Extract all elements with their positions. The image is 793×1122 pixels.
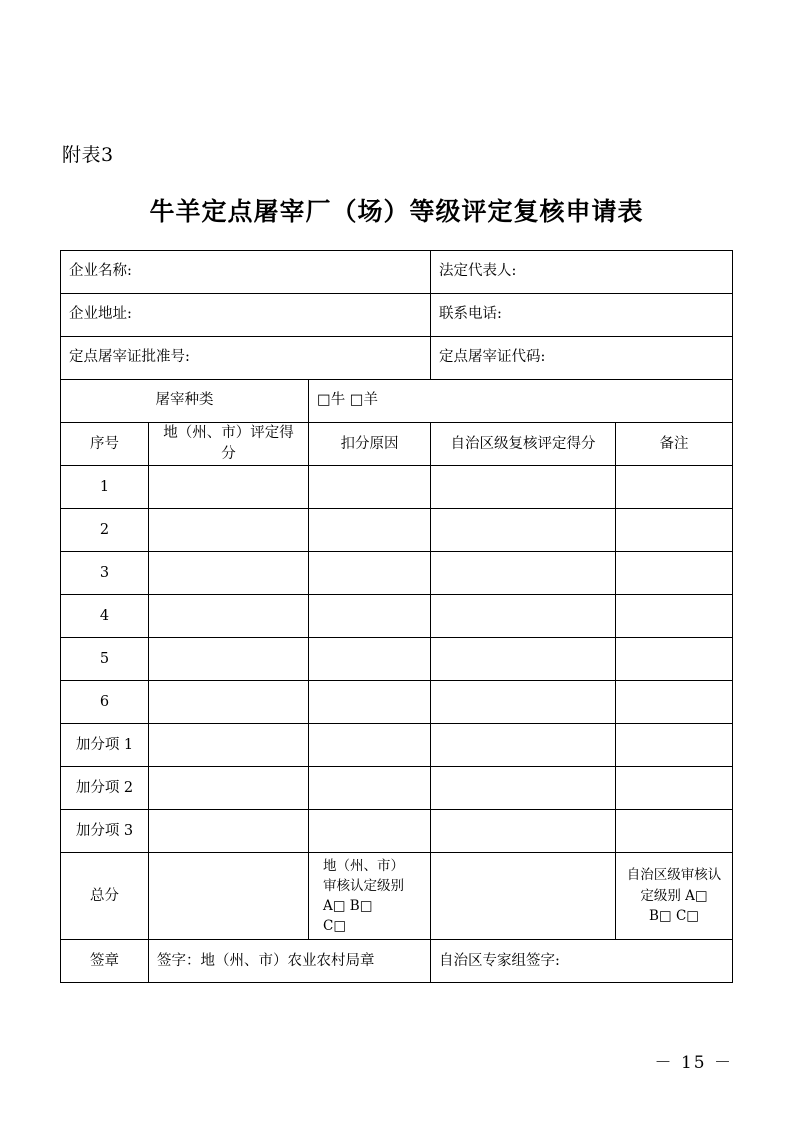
table-row-company-name xyxy=(61,251,733,294)
column-header-local-score: 地（州、市）评定得分 xyxy=(149,423,309,466)
region-grade-line3: B□ C□ xyxy=(648,908,700,925)
table-row xyxy=(61,509,733,552)
row-review-score[interactable] xyxy=(431,466,616,509)
table-row xyxy=(61,638,733,681)
column-header-review-score: 自治区级复核评定得分 xyxy=(431,423,616,466)
table-row-license xyxy=(61,337,733,380)
table-row xyxy=(61,466,733,509)
row-review-score[interactable] xyxy=(431,595,616,638)
evaluation-form-table xyxy=(60,250,733,983)
legal-representative-label: 法定代表人: xyxy=(431,251,733,294)
signature-label: 签章 xyxy=(61,940,149,983)
table-row xyxy=(61,767,733,810)
local-grade-cell[interactable] xyxy=(309,853,431,940)
row-index: 5 xyxy=(61,638,149,681)
row-review-score[interactable] xyxy=(431,724,616,767)
region-signature-field[interactable]: 自治区专家组签字: xyxy=(431,940,733,983)
total-label: 总分 xyxy=(61,853,149,940)
table-row xyxy=(61,810,733,853)
row-local-score[interactable] xyxy=(149,552,309,595)
row-review-score[interactable] xyxy=(431,767,616,810)
row-local-score[interactable] xyxy=(149,681,309,724)
row-index: 加分项 1 xyxy=(61,724,149,767)
table-row-company-address xyxy=(61,294,733,337)
row-index: 3 xyxy=(61,552,149,595)
total-local-score[interactable] xyxy=(149,853,309,940)
row-remark[interactable] xyxy=(616,810,733,853)
company-address-label: 企业地址: xyxy=(61,294,431,337)
table-row xyxy=(61,595,733,638)
region-grade-cell[interactable] xyxy=(616,853,733,940)
region-grade-line1: 自治区级审核认 xyxy=(626,866,722,883)
attachment-label: 附表3 xyxy=(62,144,114,166)
row-local-score[interactable] xyxy=(149,638,309,681)
row-local-score[interactable] xyxy=(149,595,309,638)
table-row-total xyxy=(61,853,733,940)
table-header-row xyxy=(61,423,733,466)
row-deduction-reason[interactable] xyxy=(309,810,431,853)
license-approval-number-label: 定点屠宰证批准号: xyxy=(61,337,431,380)
row-deduction-reason[interactable] xyxy=(309,509,431,552)
row-remark[interactable] xyxy=(616,552,733,595)
license-code-label: 定点屠宰证代码: xyxy=(431,337,733,380)
row-remark[interactable] xyxy=(616,724,733,767)
table-row xyxy=(61,724,733,767)
table-row xyxy=(61,681,733,724)
contact-phone-label: 联系电话: xyxy=(431,294,733,337)
local-grade-line4: C□ xyxy=(323,918,347,935)
row-remark[interactable] xyxy=(616,509,733,552)
row-local-score[interactable] xyxy=(149,810,309,853)
region-grade-line2: 定级别 A□ xyxy=(640,887,708,904)
total-review-score[interactable] xyxy=(431,853,616,940)
row-review-score[interactable] xyxy=(431,810,616,853)
table-row-signature xyxy=(61,940,733,983)
slaughter-type-options[interactable]: □牛 □羊 xyxy=(309,380,733,423)
slaughter-type-label: 屠宰种类 xyxy=(61,380,309,423)
local-grade-line1: 地（州、市） xyxy=(323,857,404,874)
row-deduction-reason[interactable] xyxy=(309,466,431,509)
row-review-score[interactable] xyxy=(431,552,616,595)
row-review-score[interactable] xyxy=(431,509,616,552)
row-local-score[interactable] xyxy=(149,724,309,767)
row-deduction-reason[interactable] xyxy=(309,638,431,681)
page-title: 牛羊定点屠宰厂（场）等级评定复核申请表 xyxy=(149,197,644,226)
row-index: 加分项 3 xyxy=(61,810,149,853)
column-header-deduction-reason: 扣分原因 xyxy=(309,423,431,466)
local-signature-field[interactable]: 签字：地（州、市）农业农村局章 xyxy=(149,940,431,983)
row-deduction-reason[interactable] xyxy=(309,681,431,724)
row-remark[interactable] xyxy=(616,681,733,724)
table-row-slaughter-type xyxy=(61,380,733,423)
page-number: － 15 － xyxy=(654,1053,733,1073)
row-remark[interactable] xyxy=(616,767,733,810)
row-deduction-reason[interactable] xyxy=(309,595,431,638)
row-index: 加分项 2 xyxy=(61,767,149,810)
row-review-score[interactable] xyxy=(431,681,616,724)
row-deduction-reason[interactable] xyxy=(309,552,431,595)
row-deduction-reason[interactable] xyxy=(309,724,431,767)
local-grade-line2: 审核认定级别 xyxy=(323,877,404,894)
company-name-label: 企业名称: xyxy=(61,251,431,294)
row-local-score[interactable] xyxy=(149,767,309,810)
row-deduction-reason[interactable] xyxy=(309,767,431,810)
row-index: 2 xyxy=(61,509,149,552)
local-grade-line3: A□ B□ xyxy=(323,898,373,915)
row-remark[interactable] xyxy=(616,595,733,638)
row-index: 4 xyxy=(61,595,149,638)
row-review-score[interactable] xyxy=(431,638,616,681)
row-remark[interactable] xyxy=(616,638,733,681)
row-remark[interactable] xyxy=(616,466,733,509)
row-local-score[interactable] xyxy=(149,466,309,509)
row-local-score[interactable] xyxy=(149,509,309,552)
table-row xyxy=(61,552,733,595)
column-header-index: 序号 xyxy=(61,423,149,466)
row-index: 1 xyxy=(61,466,149,509)
column-header-remark: 备注 xyxy=(616,423,733,466)
row-index: 6 xyxy=(61,681,149,724)
